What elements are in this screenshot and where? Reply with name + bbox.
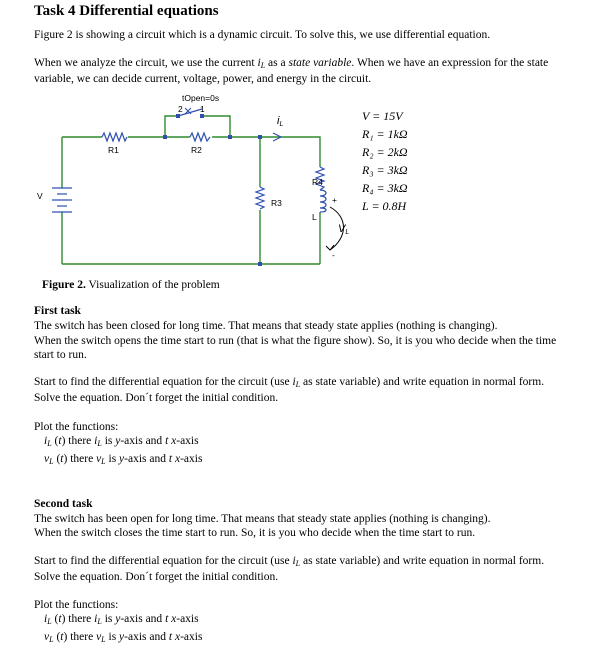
task1-function-1: $i_L$ (t) there $i_L$ is y-axis and t x-axis <box>44 435 199 448</box>
inductor-coil <box>320 190 326 212</box>
intro-line-3: variable, we can decide current, voltage, power, and energy in the circuit. <box>34 73 372 85</box>
r1-label: R1 <box>108 145 119 155</box>
circuit-diagram <box>30 92 370 272</box>
task2-p2: When the switch closes the time start to run. So, it is you who decide when the time start to run. <box>34 527 476 539</box>
value-r4: R₄ = 3kΩ <box>362 181 408 195</box>
task1-p4: Start to find the differential equation for the circuit (use $i_L$ as state variable) and write equation in normal form. <box>34 376 545 389</box>
task2-function-1: $i_L$ (t) there $i_L$ is y-axis and t x-axis <box>44 613 199 626</box>
switch-label: tOpen=0s <box>182 93 220 103</box>
task1-p5: Solve the equation. Don´t forget the initial condition. <box>34 392 279 404</box>
value-v: V = 15V <box>362 109 403 123</box>
source-label: V <box>37 191 43 201</box>
intro-line-2: When we analyze the circuit, we use the current $i_L$ as a state variable. When we have an expression for the state <box>34 57 549 70</box>
task1-p2: When the switch opens the time start to run (that is what the figure show). So, it is you who decide when the time <box>34 335 557 347</box>
intro-line-1: Figure 2 is showing a circuit which is a dynamic circuit. To solve this, we use differential equation. <box>34 29 491 41</box>
task1-heading: First task <box>34 305 81 317</box>
parameter-values <box>360 108 470 218</box>
figure-caption: Figure 2. Visualization of the problem <box>42 279 220 291</box>
r4-label: R4 <box>312 177 323 187</box>
task1-plot-heading: Plot the functions: <box>34 421 119 433</box>
circuit-components <box>52 109 326 212</box>
r1-resistor <box>102 133 127 141</box>
r2-resistor <box>190 133 210 141</box>
value-r3: R₃ = 3kΩ <box>362 163 408 177</box>
task2-heading: Second task <box>34 498 93 510</box>
task1-p3: start to run. <box>34 349 87 361</box>
task2-function-2: $v_L$ (t) there $v_L$ is y-axis and t x-axis <box>44 631 203 644</box>
vl-label: VL <box>338 223 350 236</box>
switch-pin-2: 2 <box>178 104 183 114</box>
plus-sign: + <box>332 195 337 205</box>
task1-p1: The switch has been closed for long time. That means that steady state applies (nothing is changing). <box>34 320 498 332</box>
value-l: L = 0.8H <box>362 199 407 213</box>
r3-label: R3 <box>271 198 282 208</box>
inductor-label: L <box>312 212 317 222</box>
value-r2: R₂ = 2kΩ <box>362 145 408 159</box>
r3-resistor <box>256 187 264 209</box>
task2-p5: Solve the equation. Don´t forget the initial condition. <box>34 571 279 583</box>
minus-sign: - <box>332 250 335 260</box>
value-r1: R₁ = 1kΩ <box>362 127 408 141</box>
task1-function-2: $v_L$ (t) there $v_L$ is y-axis and t x-axis <box>44 453 203 466</box>
il-label: iL <box>277 115 284 128</box>
task2-p1: The switch has been open for long time. That means that steady state applies (nothing is changing). <box>34 513 491 525</box>
switch-pin-1: 1 <box>200 104 205 114</box>
r2-label: R2 <box>191 145 202 155</box>
task2-plot-heading: Plot the functions: <box>34 599 119 611</box>
task2-p4: Start to find the differential equation for the circuit (use $i_L$ as state variable) and write equation in normal form. <box>34 555 545 568</box>
page-title: Task 4 Differential equations <box>34 3 219 19</box>
